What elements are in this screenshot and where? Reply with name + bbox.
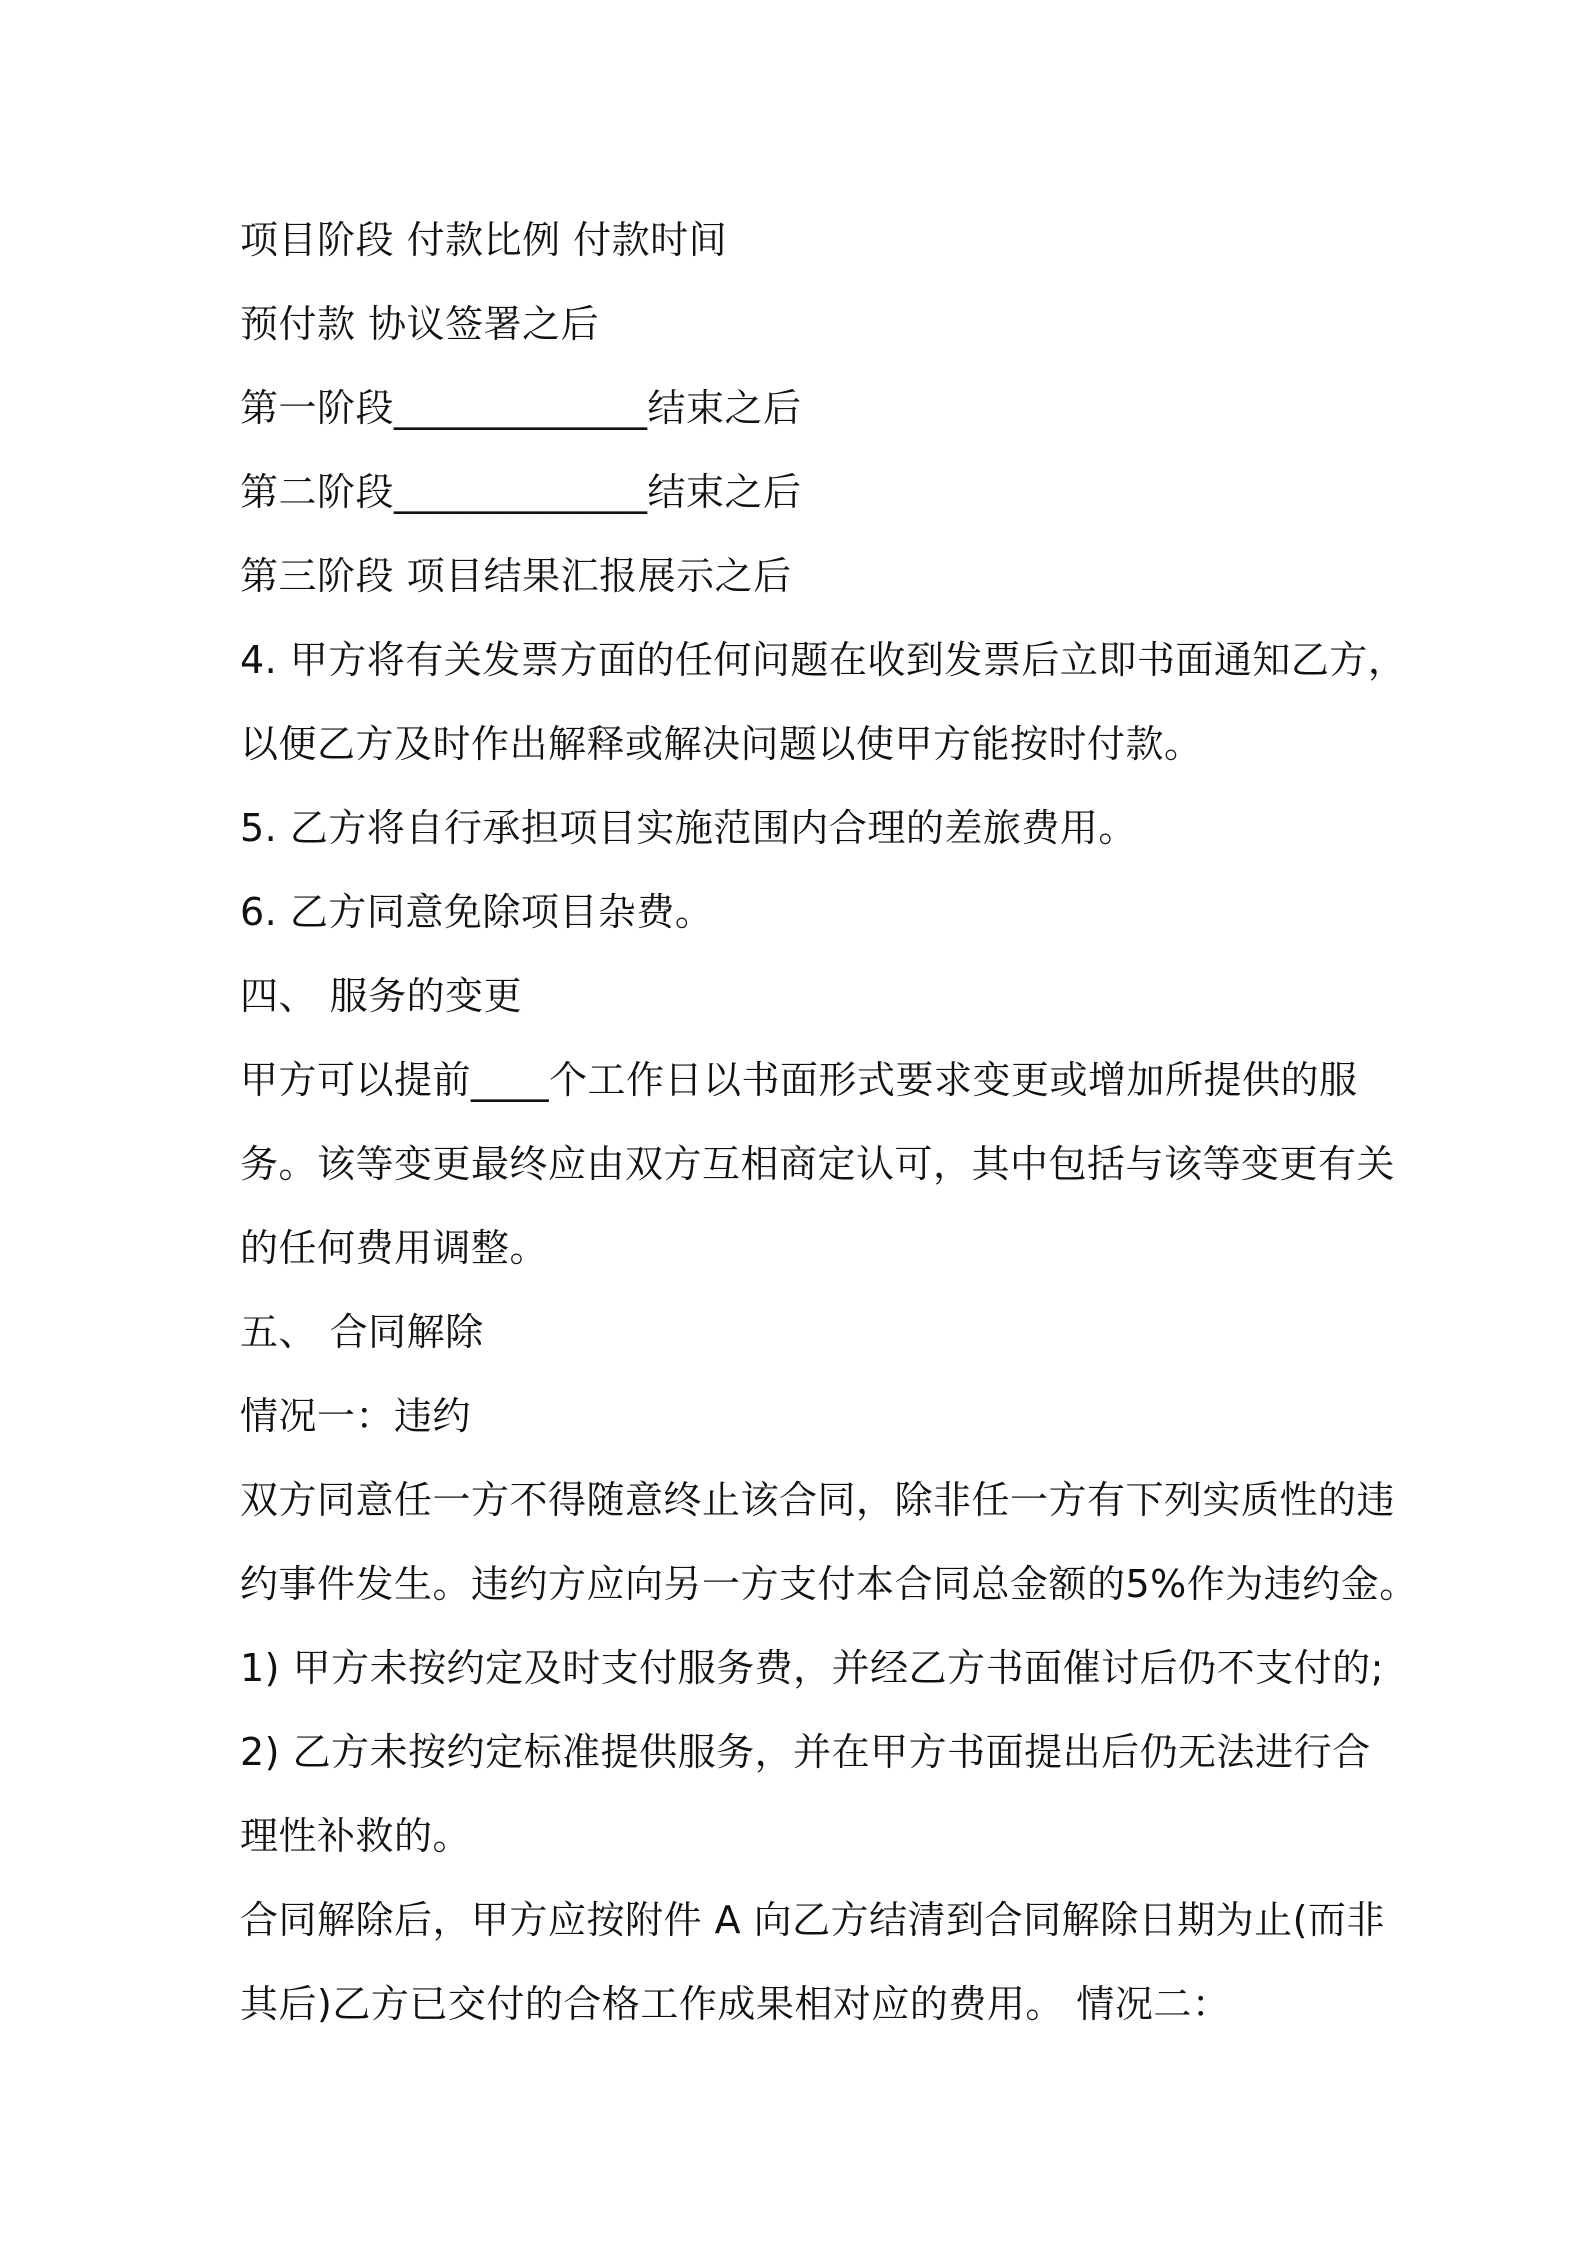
section-4-heading: 四、 服务的变更 (240, 974, 523, 1018)
clause-6-line: 6. 乙方同意免除项目杂费。 (240, 890, 714, 934)
service-change-line-1: 甲方可以提前____个工作日以书面形式要求变更或增加所提供的服 (240, 1058, 1358, 1102)
stage-three-line: 第三阶段 项目结果汇报展示之后 (240, 554, 792, 598)
termination-line-2: 其后)乙方已交付的合格工作成果相对应的费用。 情况二： (240, 1982, 1231, 2026)
payment-table-header-line: 项目阶段 付款比例 付款时间 (240, 218, 728, 262)
breach-item-2-line-2: 理性补救的。 (240, 1814, 472, 1858)
clause-5-line: 5. 乙方将自行承担项目实施范围内合理的差旅费用。 (240, 806, 1137, 850)
section-5-heading: 五、 合同解除 (240, 1310, 484, 1354)
clause-4-line-2: 以便乙方及时作出解释或解决问题以使甲方能按时付款。 (240, 722, 1203, 766)
case-one-heading: 情况一：违约 (240, 1394, 472, 1438)
clause-4-line-1: 4. 甲方将有关发票方面的任何问题在收到发票后立即书面通知乙方， (240, 638, 1407, 682)
breach-line-2: 约事件发生。违约方应向另一方支付本合同总金额的5%作为违约金。 (240, 1562, 1418, 1606)
service-change-line-2: 务。该等变更最终应由双方互相商定认可，其中包括与该等变更有关 (240, 1142, 1396, 1186)
termination-line-1: 合同解除后，甲方应按附件 A 向乙方结清到合同解除日期为止(而非 (240, 1898, 1385, 1942)
stage-one-line: 第一阶段_____________结束之后 (240, 386, 802, 430)
stage-two-line: 第二阶段_____________结束之后 (240, 470, 802, 514)
service-change-line-3: 的任何费用调整。 (240, 1226, 549, 1270)
prepayment-line: 预付款 协议签署之后 (240, 302, 600, 346)
breach-item-2-line-1: 2) 乙方未按约定标准提供服务，并在甲方书面提出后仍无法进行合 (240, 1730, 1371, 1774)
breach-item-1-line: 1) 甲方未按约定及时支付服务费，并经乙方书面催讨后仍不支付的; (240, 1646, 1384, 1690)
document-body (240, 198, 1418, 2046)
breach-line-1: 双方同意任一方不得随意终止该合同，除非任一方有下列实质性的违 (240, 1478, 1396, 1522)
